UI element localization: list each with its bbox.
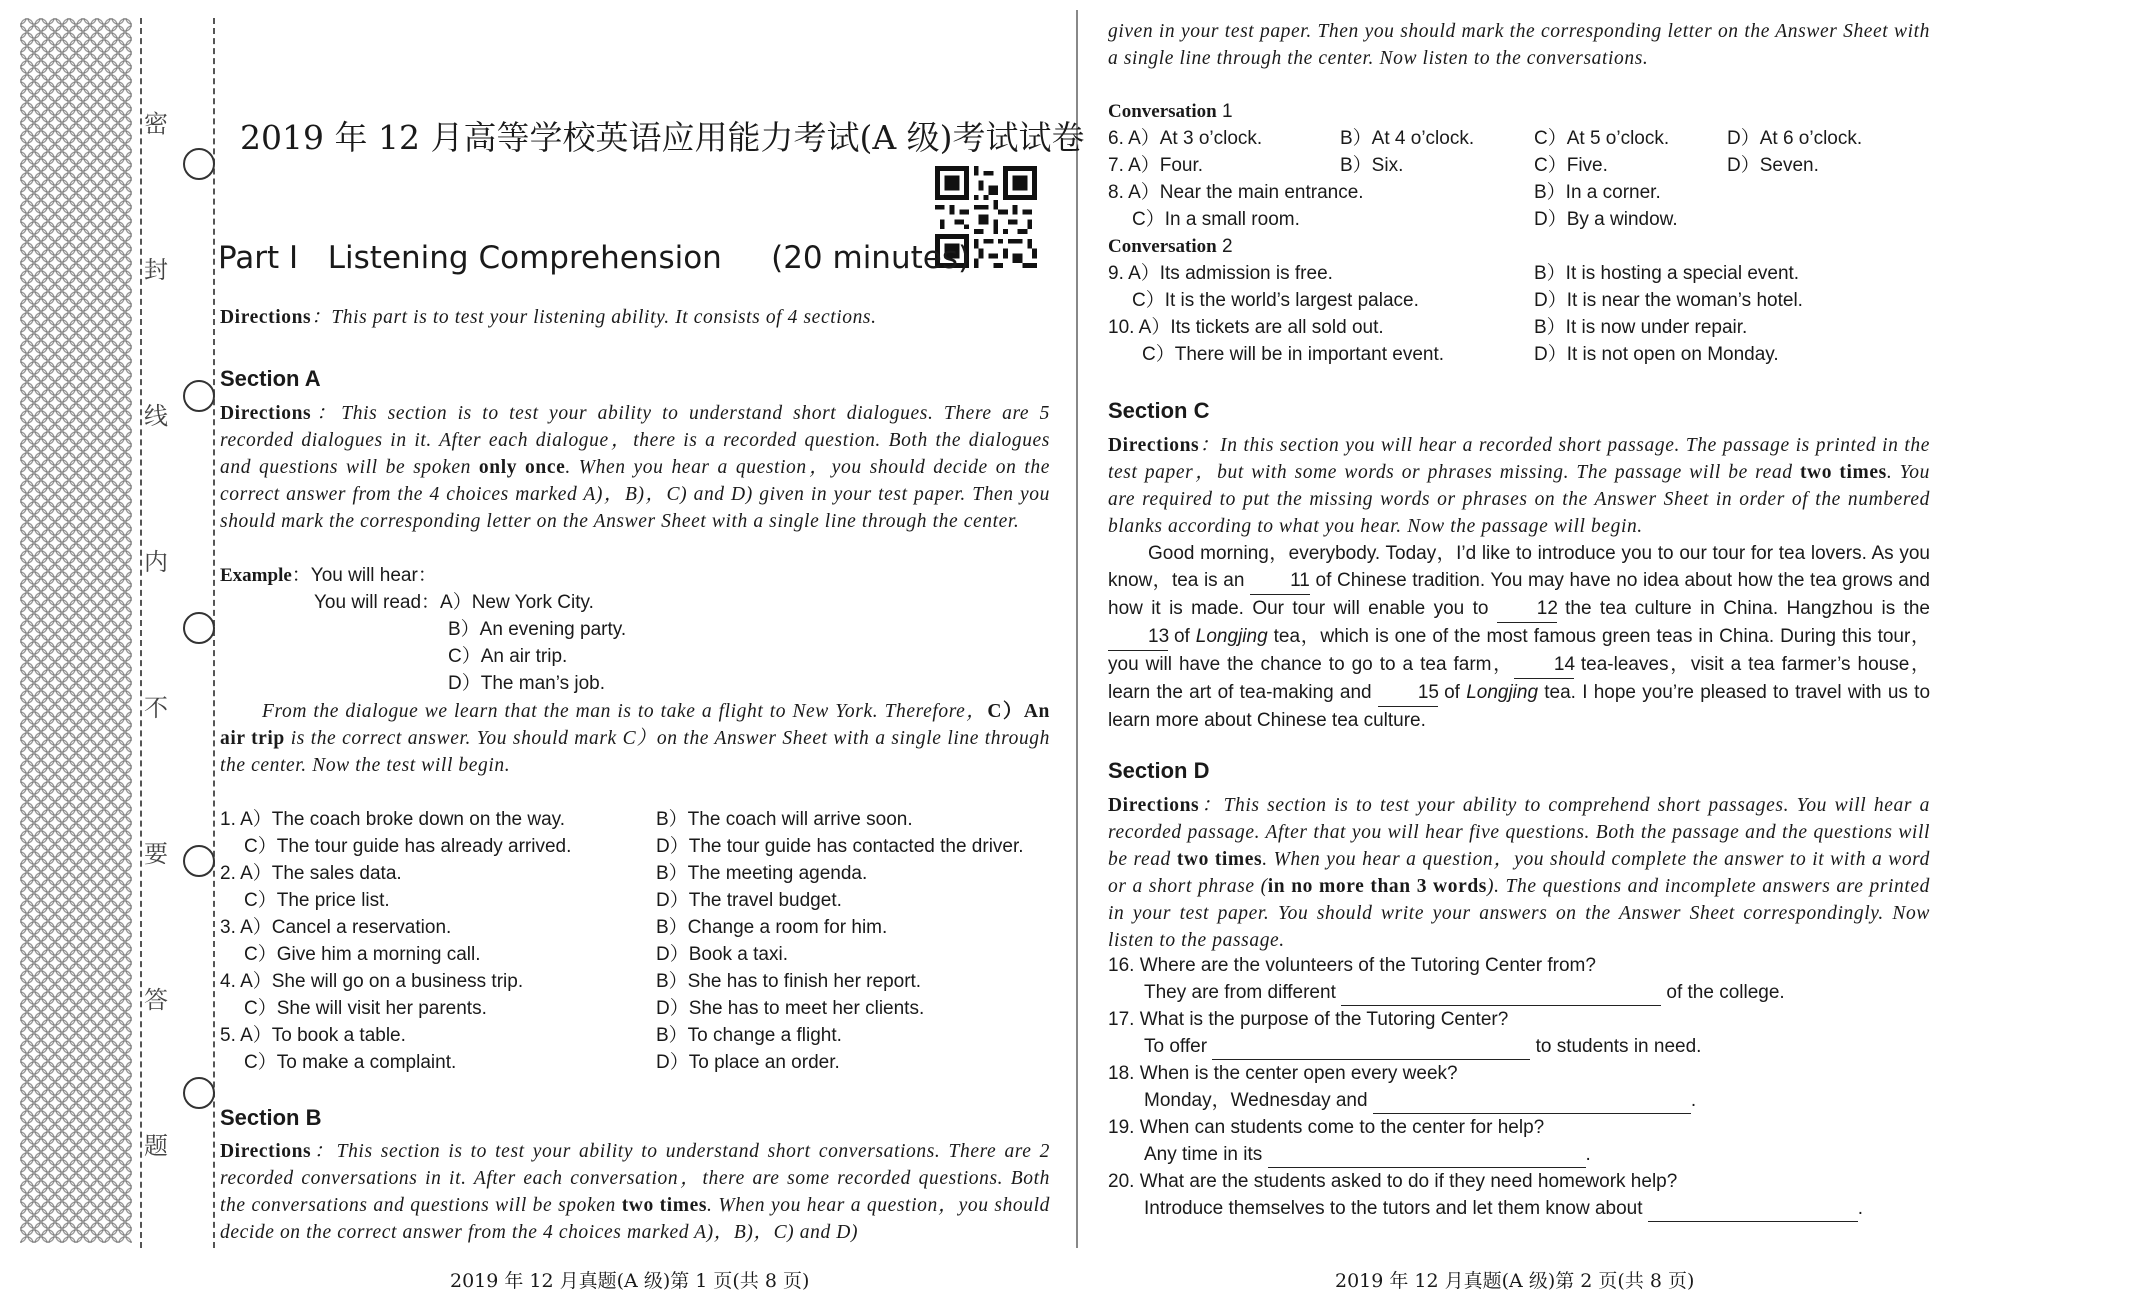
answer-text: .	[1585, 1144, 1591, 1165]
binding-hole	[183, 380, 215, 412]
q3-option-d: D）Book a taxi.	[656, 944, 788, 965]
binding-dash-line-left	[140, 18, 142, 1248]
passage-text: tea. I hope you’re pleased to travel with us to learn more about Chinese tea culture.	[1108, 682, 1931, 731]
seal-char: 要	[144, 840, 168, 868]
conversation-label: Conversation	[1108, 236, 1217, 257]
directions-text: ：In this section you will hear a recorded short passage. The passage is printed in the test paper，but with some words or phrases missing. The passage will be read	[1108, 435, 1930, 483]
directions-label: Directions	[220, 1141, 312, 1162]
directions-text: . You are required to put the missing words or phrases on the Answer Sheet in order of the numbered blanks according to what you hear. Now the passage will begin.	[1108, 462, 1930, 537]
seal-char: 题	[144, 1132, 168, 1160]
section-a-heading: Section A	[220, 366, 321, 391]
binding-hole	[183, 1077, 215, 1109]
q16-answer	[1144, 979, 1785, 1006]
q7-option-b: B）Six.	[1340, 155, 1404, 176]
q4-option-b: B）She has to finish her report.	[656, 971, 922, 992]
q2-option-c: C）The price list.	[244, 890, 390, 911]
q1-option-a: 1. A）The coach broke down on the way.	[220, 809, 566, 830]
passage-text: tea-leaves，visit a tea farmer’s house，learn the art of tea-making and	[1108, 654, 1930, 703]
q6-option-c: C）At 5 o’clock.	[1534, 128, 1670, 149]
directions-emphasis: two times	[1176, 849, 1263, 870]
explanation-answer: C）An air trip	[220, 701, 1050, 749]
q10-option-c: C）There will be in important event.	[1142, 344, 1445, 365]
binding-hole	[183, 612, 215, 644]
directions-text: ：This part is to test your listening ability. It consists of 4 sections.	[311, 307, 877, 328]
directions-emphasis: only once	[478, 457, 566, 478]
exam-title: 2019 年 12 月高等学校英语应用能力考试(A 级)考试试卷	[240, 118, 1085, 157]
q8-option-b: B）In a corner.	[1534, 182, 1661, 203]
blank-13[interactable]: 13	[1108, 623, 1168, 651]
seal-char: 内	[144, 548, 168, 576]
q1-option-c: C）The tour guide has already arrived.	[244, 836, 572, 857]
binding-pattern	[20, 18, 132, 1243]
q2-option-d: D）The travel budget.	[656, 890, 842, 911]
binding-hole	[183, 845, 215, 877]
answer-text: .	[1690, 1090, 1697, 1111]
directions-text: ). The questions and incomplete answers are printed in your test paper. You should write your answers on the Answer Sheet correspondingly. Now listen to the passage.	[1108, 876, 1930, 951]
q16-question: 16. Where are the volunteers of the Tutoring Center from?	[1108, 955, 1596, 976]
q16-answer-blank[interactable]	[1341, 985, 1661, 1006]
q6-option-d: D）At 6 o’clock.	[1727, 128, 1863, 149]
q10-option-b: B）It is now under repair.	[1534, 317, 1748, 338]
answer-text: Monday，Wednesday and	[1144, 1090, 1373, 1111]
q7-option-a: 7. A）Four.	[1108, 155, 1204, 176]
section-c-passage	[1108, 540, 1930, 734]
example-label: Example	[220, 565, 292, 586]
part-directions	[220, 304, 1050, 331]
q20-answer-blank[interactable]	[1648, 1201, 1858, 1222]
q18-answer-blank[interactable]	[1373, 1093, 1691, 1114]
q8-option-d: D）By a window.	[1534, 209, 1678, 230]
example-option-d: D）The man’s job.	[448, 673, 605, 694]
q5-option-a: 5. A）To book a table.	[220, 1025, 406, 1046]
example-option-c: C）An air trip.	[448, 646, 568, 667]
passage-text: of Chinese tradition. You may have no idea about how the tea grows and how it is made. Our tour will enable you to	[1108, 570, 1930, 619]
seal-char: 答	[144, 986, 168, 1014]
directions-emphasis: two times	[1799, 462, 1887, 483]
answer-text: to students in need.	[1530, 1036, 1702, 1057]
page-divider	[1076, 10, 1078, 1248]
answer-text: of the college.	[1661, 982, 1785, 1003]
q4-option-a: 4. A）She will go on a business trip.	[220, 971, 524, 992]
blank-14[interactable]: 14	[1514, 651, 1574, 679]
passage-italic: Longjing	[1466, 682, 1539, 703]
conversation-label: Conversation	[1108, 101, 1217, 122]
conversation-2-label	[1108, 233, 1233, 260]
seal-char: 线	[144, 402, 168, 430]
example-option-b: B）An evening party.	[448, 619, 627, 640]
section-d-heading: Section D	[1108, 758, 1210, 783]
directions-text: ：This section is to test your ability to understand short conversations. There are 2 recorded conversations in it. After each conversation，there are some recorded questions. Both the conversations and questions will be spoken	[220, 1141, 1050, 1216]
q6-option-b: B）At 4 o’clock.	[1340, 128, 1475, 149]
directions-text: ：This section is to test your ability to comprehend short passages. You will hear a recorded passage. After that you will hear five questions. Both the passage and the questions will be read	[1108, 795, 1930, 870]
conversation-number: 2	[1216, 236, 1233, 257]
q5-option-c: C）To make a complaint.	[244, 1052, 457, 1073]
seal-char: 密	[144, 110, 168, 138]
q10-option-d: D）It is not open on Monday.	[1534, 344, 1779, 365]
blank-12[interactable]: 12	[1497, 595, 1557, 623]
q1-option-d: D）The tour guide has contacted the driver.	[656, 836, 1024, 857]
example-explanation	[220, 698, 1050, 779]
q9-option-c: C）It is the world’s largest palace.	[1132, 290, 1419, 311]
directions-text: . When you hear a question，you should decide on the correct answer from the 4 choices marked A)，B)，C) and D) given in your test paper. Then you should mark the corresponding letter on the Answer Sheet with a single line through the center.	[220, 457, 1051, 532]
directions-label: Directions	[220, 307, 312, 328]
section-b-directions-continued: given in your test paper. Then you should mark the corresponding letter on the Answer Sheet with a single line through the center. Now listen to the conversations.	[1108, 21, 1930, 69]
q5-option-d: D）To place an order.	[656, 1052, 840, 1073]
answer-text: To offer	[1144, 1036, 1213, 1057]
q4-option-c: C）She will visit her parents.	[244, 998, 487, 1019]
directions-emphasis: in no more than 3 words	[1267, 876, 1487, 897]
q7-option-c: C）Five.	[1534, 155, 1608, 176]
passage-text: the tea culture in China. Hangzhou is the	[1556, 598, 1930, 619]
explanation-text: From the dialogue we learn that the man is to take a flight to New York. Therefore，	[262, 701, 988, 722]
directions-label: Directions	[1108, 795, 1200, 816]
section-c-directions	[1108, 432, 1930, 540]
section-c-heading: Section C	[1108, 398, 1210, 423]
passage-text: of	[1168, 626, 1196, 647]
passage-text: tea，which is one of the most famous green teas in China. During this tour，you will have the chance to go to a tea farm，	[1108, 626, 1930, 675]
directions-text: . When you hear a question，you should decide on the correct answer from the 4 choices marked A)，B)，C) and D)	[220, 1195, 1050, 1243]
seal-char: 封	[144, 256, 168, 284]
q2-option-b: B）The meeting agenda.	[656, 863, 868, 884]
q10-option-a: 10. A）Its tickets are all sold out.	[1108, 317, 1384, 338]
directions-text: ：This section is to test your ability to understand short dialogues. There are 5 recorded dialogues in it. After each dialogue，there is a recorded question. Both the dialogues and questions will be spoken	[220, 403, 1050, 478]
section-a-directions	[220, 400, 1050, 535]
q19-answer	[1144, 1141, 1591, 1168]
q6-option-a: 6. A）At 3 o’clock.	[1108, 128, 1263, 149]
page1-footer: 2019 年 12 月真题(A 级)第 1 页(共 8 页)	[450, 1270, 810, 1292]
q8-option-a: 8. A）Near the main entrance.	[1108, 182, 1364, 203]
passage-text: of	[1437, 682, 1467, 703]
q17-answer-blank[interactable]	[1212, 1039, 1530, 1060]
blank-15[interactable]: 15	[1378, 679, 1438, 707]
q19-answer-blank[interactable]	[1268, 1147, 1586, 1168]
conversation-1-label	[1108, 98, 1233, 125]
answer-text: .	[1857, 1198, 1864, 1219]
q3-option-c: C）Give him a morning call.	[244, 944, 481, 965]
q5-option-b: B）To change a flight.	[656, 1025, 842, 1046]
directions-text: . When you hear a question，you should complete the answer to it with a word or a short phrase (	[1108, 849, 1930, 897]
blank-11[interactable]: 11	[1250, 567, 1310, 595]
directions-label: Directions	[1108, 435, 1200, 456]
q9-option-d: D）It is near the woman’s hotel.	[1534, 290, 1803, 311]
q20-question: 20. What are the students asked to do if they need homework help?	[1108, 1171, 1678, 1192]
example-option-a: You will read：A）New York City.	[314, 592, 594, 613]
q7-option-d: D）Seven.	[1727, 155, 1819, 176]
answer-text: Introduce themselves to the tutors and let them know about	[1144, 1198, 1648, 1219]
directions-emphasis: two times	[621, 1195, 708, 1216]
q3-option-b: B）Change a room for him.	[656, 917, 888, 938]
section-d-directions	[1108, 792, 1930, 954]
answer-text: Any time in its	[1144, 1144, 1268, 1165]
explanation-text: is the correct answer. You should mark C）on the Answer Sheet with a single line through the center. Now the test will begin.	[220, 728, 1050, 776]
seal-char: 不	[144, 694, 168, 722]
q1-option-b: B）The coach will arrive soon.	[656, 809, 913, 830]
section-b-heading: Section B	[220, 1105, 322, 1130]
passage-text: Good morning，everybody. Today，I’d like to introduce you to our tour for tea lovers. As you know，tea is an	[1108, 543, 1930, 591]
q3-option-a: 3. A）Cancel a reservation.	[220, 917, 452, 938]
q17-answer	[1144, 1033, 1701, 1060]
q2-option-a: 2. A）The sales data.	[220, 863, 402, 884]
conversation-number: 1	[1216, 101, 1233, 122]
q9-option-a: 9. A）Its admission is free.	[1108, 263, 1333, 284]
q4-option-d: D）She has to meet her clients.	[656, 998, 925, 1019]
binding-hole	[183, 148, 215, 180]
page2-footer: 2019 年 12 月真题(A 级)第 2 页(共 8 页)	[1335, 1270, 1695, 1292]
answer-text: They are from different	[1144, 982, 1342, 1003]
q18-answer	[1144, 1087, 1696, 1114]
q9-option-b: B）It is hosting a special event.	[1534, 263, 1800, 284]
example-line	[220, 562, 437, 589]
q19-question: 19. When can students come to the center for help?	[1108, 1117, 1545, 1138]
q20-answer	[1144, 1195, 1863, 1222]
part-title: Part Ⅰ Listening Comprehension (20 minutes)	[218, 240, 971, 276]
directions-label: Directions	[220, 403, 312, 424]
q17-question: 17. What is the purpose of the Tutoring Center?	[1108, 1009, 1509, 1030]
example-hear: ：You will hear：	[291, 565, 437, 586]
q8-option-c: C）In a small room.	[1132, 209, 1300, 230]
passage-italic: Longjing	[1195, 626, 1268, 647]
q18-question: 18. When is the center open every week?	[1108, 1063, 1458, 1084]
section-b-directions	[220, 1138, 1050, 1246]
